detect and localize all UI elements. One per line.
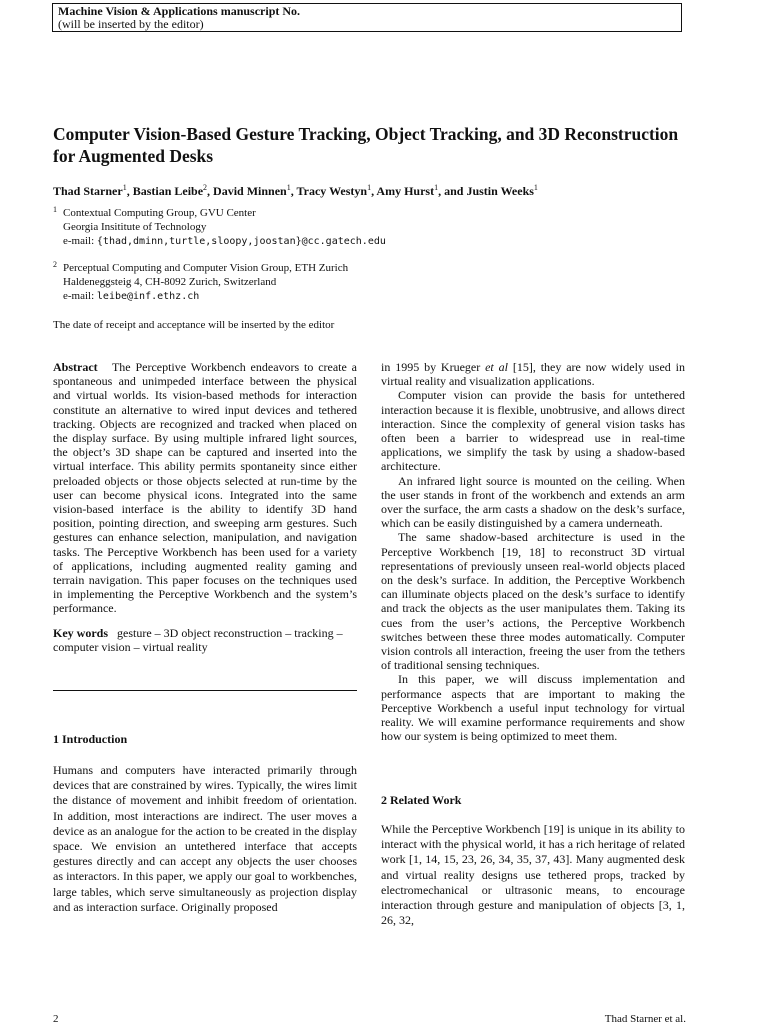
text-run: [15], they are now widely used in virtual reality and visualization applications. — [381, 360, 685, 389]
running-head: Thad Starner et al. — [604, 1013, 686, 1025]
affiliation-line: Georgia Insititute of Technology — [63, 221, 207, 233]
manuscript-header-box — [52, 3, 682, 32]
receipt-note: The date of receipt and acceptance will be inserted by the editor — [53, 319, 335, 331]
author-affil-mark: 1 — [367, 183, 372, 192]
email-address: {thad,dminn,turtle,sloopy,joostan}@cc.gatech.edu — [96, 236, 386, 247]
abstract-divider — [53, 690, 357, 691]
paragraph: Computer vision can provide the basis for untethered interaction because it is flexible, unobtrusive, and allows direct interaction. Since the complexity of general vision tasks has often been a barrier to widespread use in real-time applications, we simplify the task by using a shadow-based architecture. — [381, 388, 685, 474]
paragraph: In this paper, we will discuss implementation and performance aspects that are important to making the Perceptive Workbench a useful input technology for virtual reality. We will examine performance requirements and show how our system is being optimized to meet them. — [381, 672, 685, 744]
email-label: e-mail: — [63, 235, 97, 247]
affiliation-email-row — [63, 289, 553, 304]
paragraph — [381, 360, 685, 388]
editor-note: (will be inserted by the editor) — [58, 17, 204, 31]
author-name: Justin Weeks — [466, 184, 534, 198]
paragraph: An infrared light source is mounted on the ceiling. When the user stands in front of the workbench and extends an arm over the surface, the arm casts a shadow on the desk’s surface, which can be easily distinguished by a camera underneath. — [381, 473, 685, 531]
abstract — [53, 360, 357, 616]
introduction-text: Humans and computers have interacted primarily through devices that are constrained by wires. Typically, the wires limit the distance of movement and inhibit freedom of orientation. In addition, most interactions are indirect. The user moves a device as an analogue for the action to be created in the display space. We envision an untethered interface that accepts gestures directly and can accept any objects the user chooses as interactors. In this paper, we apply our goal to workbenches, large tables, which serve simultaneously as projection display and as interaction surface. Originally proposed — [53, 763, 357, 914]
section-heading-introduction: 1 Introduction — [53, 732, 128, 746]
paragraph: The same shadow-based architecture is used in the Perceptive Workbench [19, 18] to reconstruct 3D virtual representations of previously unseen real-world objects placed on the desk’s surface. In addition, the Perceptive Workbench can illuminate objects placed on the desk’s surface to identify and track the objects as the user manipulates them. Taking its cues from the user’s actions, the Perceptive Workbench switches between these three modes automatically. Computer vision controls all interaction, freeing the user from the tethers of traditional sensing techniques. — [381, 530, 685, 673]
author-affil-mark: 1 — [286, 183, 291, 192]
right-column — [381, 360, 685, 743]
keywords — [53, 626, 357, 654]
affiliation-line: Contextual Computing Group, GVU Center — [63, 207, 256, 219]
author-name: Amy Hurst — [376, 184, 435, 198]
keywords-label: Key words — [53, 625, 108, 640]
text-run: in 1995 by Krueger — [381, 360, 486, 374]
author-affil-mark: 2 — [203, 183, 208, 192]
author-name: David Minnen — [213, 184, 287, 198]
author-affil-mark: 1 — [122, 183, 127, 192]
related-work-text: While the Perceptive Workbench [19] is unique in its ability to interact with the physical world, it has a rich heritage of related work [1, 14, 15, 23, 26, 34, 35, 37, 43]. Many augmented desk and virtual reality designs use tethered props, tracked by electromechanical or ultrasonic means, to encourage interaction through gesture and manipulation of objects [3, 1, 26, 32, — [381, 822, 685, 928]
section-heading-related-work: 2 Related Work — [381, 793, 462, 807]
text-run-italic: et al — [485, 360, 508, 374]
author-name: Thad Starner — [53, 184, 123, 198]
author-list: Thad Starner$^1$, Bastian Leibe$^2$, David Minnen$^1$, Tracy Westyn$^1$, Amy Hurst$^1$, and Justin Weeks$^1$ — [53, 183, 538, 198]
author-affil-mark: 1 — [533, 183, 538, 192]
keywords-text: gesture – 3D object reconstruction – tracking – computer vision – virtual reality — [53, 625, 343, 654]
affiliation-number: 2 — [53, 260, 57, 269]
author-name: Tracy Westyn — [296, 184, 368, 198]
affiliation-line: Haldeneggsteig 4, CH-8092 Zurich, Switzerland — [63, 276, 277, 288]
left-column — [53, 360, 357, 654]
paper-title: Computer Vision-Based Gesture Tracking, Object Tracking, and 3D Reconstruction for Augmented Desks — [53, 124, 679, 166]
journal-name: Machine Vision & Applications manuscript No. — [58, 4, 301, 18]
author-affil-mark: 1 — [434, 183, 439, 192]
affiliation-line: Perceptual Computing and Computer Vision Group, ETH Zurich — [63, 262, 349, 274]
author-name: Bastian Leibe — [132, 184, 204, 198]
abstract-label: Abstract — [53, 360, 98, 374]
email-label: e-mail: — [63, 290, 97, 302]
email-address: leibe@inf.ethz.ch — [96, 291, 200, 302]
affiliation-number: 1 — [53, 205, 57, 214]
affiliation-1 — [53, 206, 553, 249]
page-number: 2 — [53, 1013, 59, 1025]
affiliation-2 — [53, 261, 553, 304]
affiliation-email-row — [63, 234, 553, 249]
abstract-text: The Perceptive Workbench endeavors to create a spontaneous and unimpeded interface between the physical and virtual worlds. Its vision-based methods for interaction constitute an alternative to wired input devices and tethered tracking. Objects are recognized and tracked when placed on the display surface. By using multiple infrared light sources, the object’s 3D shape can be captured and inserted into the virtual interface. This ability permits spontaneity since either preloaded objects or those objects selected at run-time by the user can become physical icons. Integrated into the same vision-based interface is the ability to identify 3D hand position, pointing direction, and sweeping arm gestures. Such gestures can enhance selection, manipulation, and navigation tasks. The Perceptive Workbench has been used for a variety of applications, including augmented reality gaming and terrain navigation. This paper focuses on the techniques used in implementing the Perceptive Workbench and the system’s performance. — [53, 360, 357, 616]
